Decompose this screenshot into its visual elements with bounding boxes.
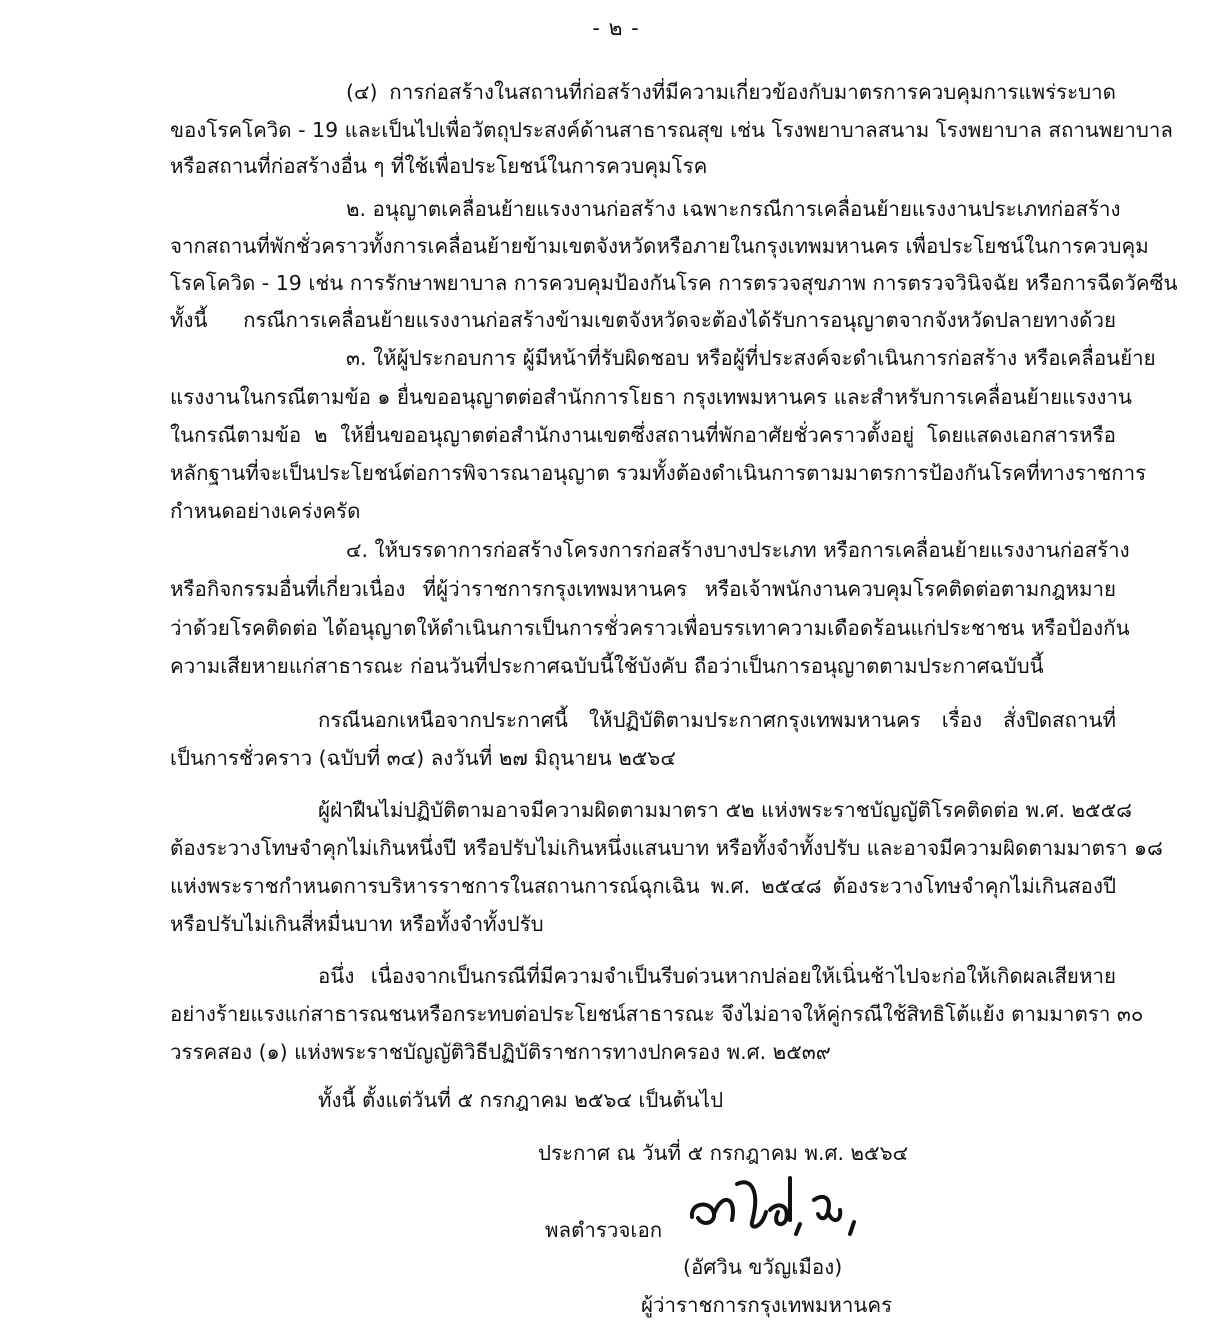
paragraph-line: หรือกิจกรรมอื่นที่เกี่ยวเนื่อง ที่ผู้ว่าราชการกรุงเทพมหานคร หรือเจ้าพนักงานควบคุมโรคติดต่อตามกฎหมาย xyxy=(170,577,1116,601)
paragraph-line: วรรคสอง (๑) แห่งพระราชบัญญัติวิธีปฏิบัติราชการทางปกครอง พ.ศ. ๒๕๓๙ xyxy=(170,1040,831,1064)
paragraph-line: อนึ่ง เนื่องจากเป็นกรณีที่มีความจำเป็นรีบด่วนหากปล่อยให้เนิ่นช้าไปจะก่อให้เกิดผลเสียหาย xyxy=(318,964,1116,988)
paragraph-line: กรณีนอกเหนือจากประกาศนี้ ให้ปฏิบัติตามประกาศกรุงเทพมหานคร เรื่อง สั่งปิดสถานที่ xyxy=(318,708,1116,732)
paragraph-line: จากสถานที่พักชั่วคราวทั้งการเคลื่อนย้ายข้ามเขตจังหวัดหรือภายในกรุงเทพมหานคร เพื่อประโยชน์ในการควบคุม xyxy=(170,234,1149,258)
paragraph-line: ของโรคโควิด - 19 และเป็นไปเพื่อวัตถุประสงค์ด้านสาธารณสุข เช่น โรงพยาบาลสนาม โรงพยาบาล สถานพยาบาล xyxy=(170,118,1173,142)
paragraph-line: กำหนดอย่างเคร่งครัด xyxy=(170,499,361,523)
paragraph-line: อย่างร้ายแรงแก่สาธารณชนหรือกระทบต่อประโยชน์สาธารณะ จึงไม่อาจให้คู่กรณีใช้สิทธิโต้แย้ง ตามมาตรา ๓๐ xyxy=(170,1002,1144,1026)
signatory-rank: พลตำรวจเอก xyxy=(545,1218,663,1242)
paragraph-line: ทั้งนี้ กรณีการเคลื่อนย้ายแรงงานก่อสร้างข้ามเขตจังหวัดจะต้องได้รับการอนุญาตจากจังหวัดปลายทางด้วย xyxy=(170,308,1116,332)
announcement-date: ประกาศ ณ วันที่ ๕ กรกฎาคม พ.ศ. ๒๕๖๔ xyxy=(538,1141,909,1165)
paragraph-line: หรือสถานที่ก่อสร้างอื่น ๆ ที่ใช้เพื่อประโยชน์ในการควบคุมโรค xyxy=(170,154,708,178)
paragraph-line: หรือปรับไม่เกินสี่หมื่นบาท หรือทั้งจำทั้งปรับ xyxy=(170,912,544,936)
paragraph-line: ๒. อนุญาตเคลื่อนย้ายแรงงานก่อสร้าง เฉพาะกรณีการเคลื่อนย้ายแรงงานประเภทก่อสร้าง xyxy=(346,197,1121,221)
effective-date-line: ทั้งนี้ ตั้งแต่วันที่ ๕ กรกฎาคม ๒๕๖๔ เป็นต้นไป xyxy=(318,1088,724,1112)
signatory-position: ผู้ว่าราชการกรุงเทพมหานคร xyxy=(641,1293,893,1317)
paragraph-line: ต้องระวางโทษจำคุกไม่เกินหนึ่งปี หรือปรับไม่เกินหนึ่งแสนบาท หรือทั้งจำทั้งปรับ และอาจมีความผิดตามมาตรา ๑๘ xyxy=(170,836,1163,860)
paragraph-line: ๔. ให้บรรดาการก่อสร้างโครงการก่อสร้างบางประเภท หรือการเคลื่อนย้ายแรงงานก่อสร้าง xyxy=(346,538,1130,562)
paragraph-line: (๔) การก่อสร้างในสถานที่ก่อสร้างที่มีความเกี่ยวข้องกับมาตรการควบคุมการแพร่ระบาด xyxy=(346,80,1116,104)
paragraph-line: ในกรณีตามข้อ ๒ ให้ยื่นขออนุญาตต่อสำนักงานเขตซึ่งสถานที่พักอาศัยชั่วคราวตั้งอยู่ โดยแสดงเอกสารหรือ xyxy=(170,423,1116,447)
signature-mark xyxy=(682,1172,872,1244)
paragraph-line: หลักฐานที่จะเป็นประโยชน์ต่อการพิจารณาอนุญาต รวมทั้งต้องดำเนินการตามมาตรการป้องกันโรคที่ทางราชการ xyxy=(170,461,1147,485)
paragraph-line: ว่าด้วยโรคติดต่อ ได้อนุญาตให้ดำเนินการเป็นการชั่วคราวเพื่อบรรเทาความเดือดร้อนแก่ประชาชน หรือป้องกัน xyxy=(170,616,1130,640)
paragraph-line: แห่งพระราชกำหนดการบริหารราชการในสถานการณ์ฉุกเฉิน พ.ศ. ๒๕๔๘ ต้องระวางโทษจำคุกไม่เกินสองปี xyxy=(170,874,1116,898)
paragraph-line: แรงงานในกรณีตามข้อ ๑ ยื่นขออนุญาตต่อสำนักการโยธา กรุงเทพมหานคร และสำหรับการเคลื่อนย้ายแรงงาน xyxy=(170,385,1132,409)
paragraph-line: ผู้ฝ่าฝืนไม่ปฏิบัติตามอาจมีความผิดตามมาตรา ๕๒ แห่งพระราชบัญญัติโรคติดต่อ พ.ศ. ๒๕๕๘ xyxy=(318,798,1132,822)
paragraph-line: ๓. ให้ผู้ประกอบการ ผู้มีหน้าที่รับผิดชอบ หรือผู้ที่ประสงค์จะดำเนินการก่อสร้าง หรือเคลื่อนย้าย xyxy=(346,346,1156,370)
paragraph-line: โรคโควิด - 19 เช่น การรักษาพยาบาล การควบคุมป้องกันโรค การตรวจสุขภาพ การตรวจวินิจฉัย หรือการฉีดวัคซีน xyxy=(170,271,1178,295)
paragraph-line: ความเสียหายแก่สาธารณะ ก่อนวันที่ประกาศฉบับนี้ใช้บังคับ ถือว่าเป็นการอนุญาตตามประกาศฉบับนี้ xyxy=(170,654,1044,678)
page-number: - ๒ - xyxy=(592,16,640,40)
signatory-name: (อัศวิน ขวัญเมือง) xyxy=(683,1255,843,1279)
paragraph-line: เป็นการชั่วคราว (ฉบับที่ ๓๔) ลงวันที่ ๒๗ มิถุนายน ๒๕๖๔ xyxy=(170,746,676,770)
